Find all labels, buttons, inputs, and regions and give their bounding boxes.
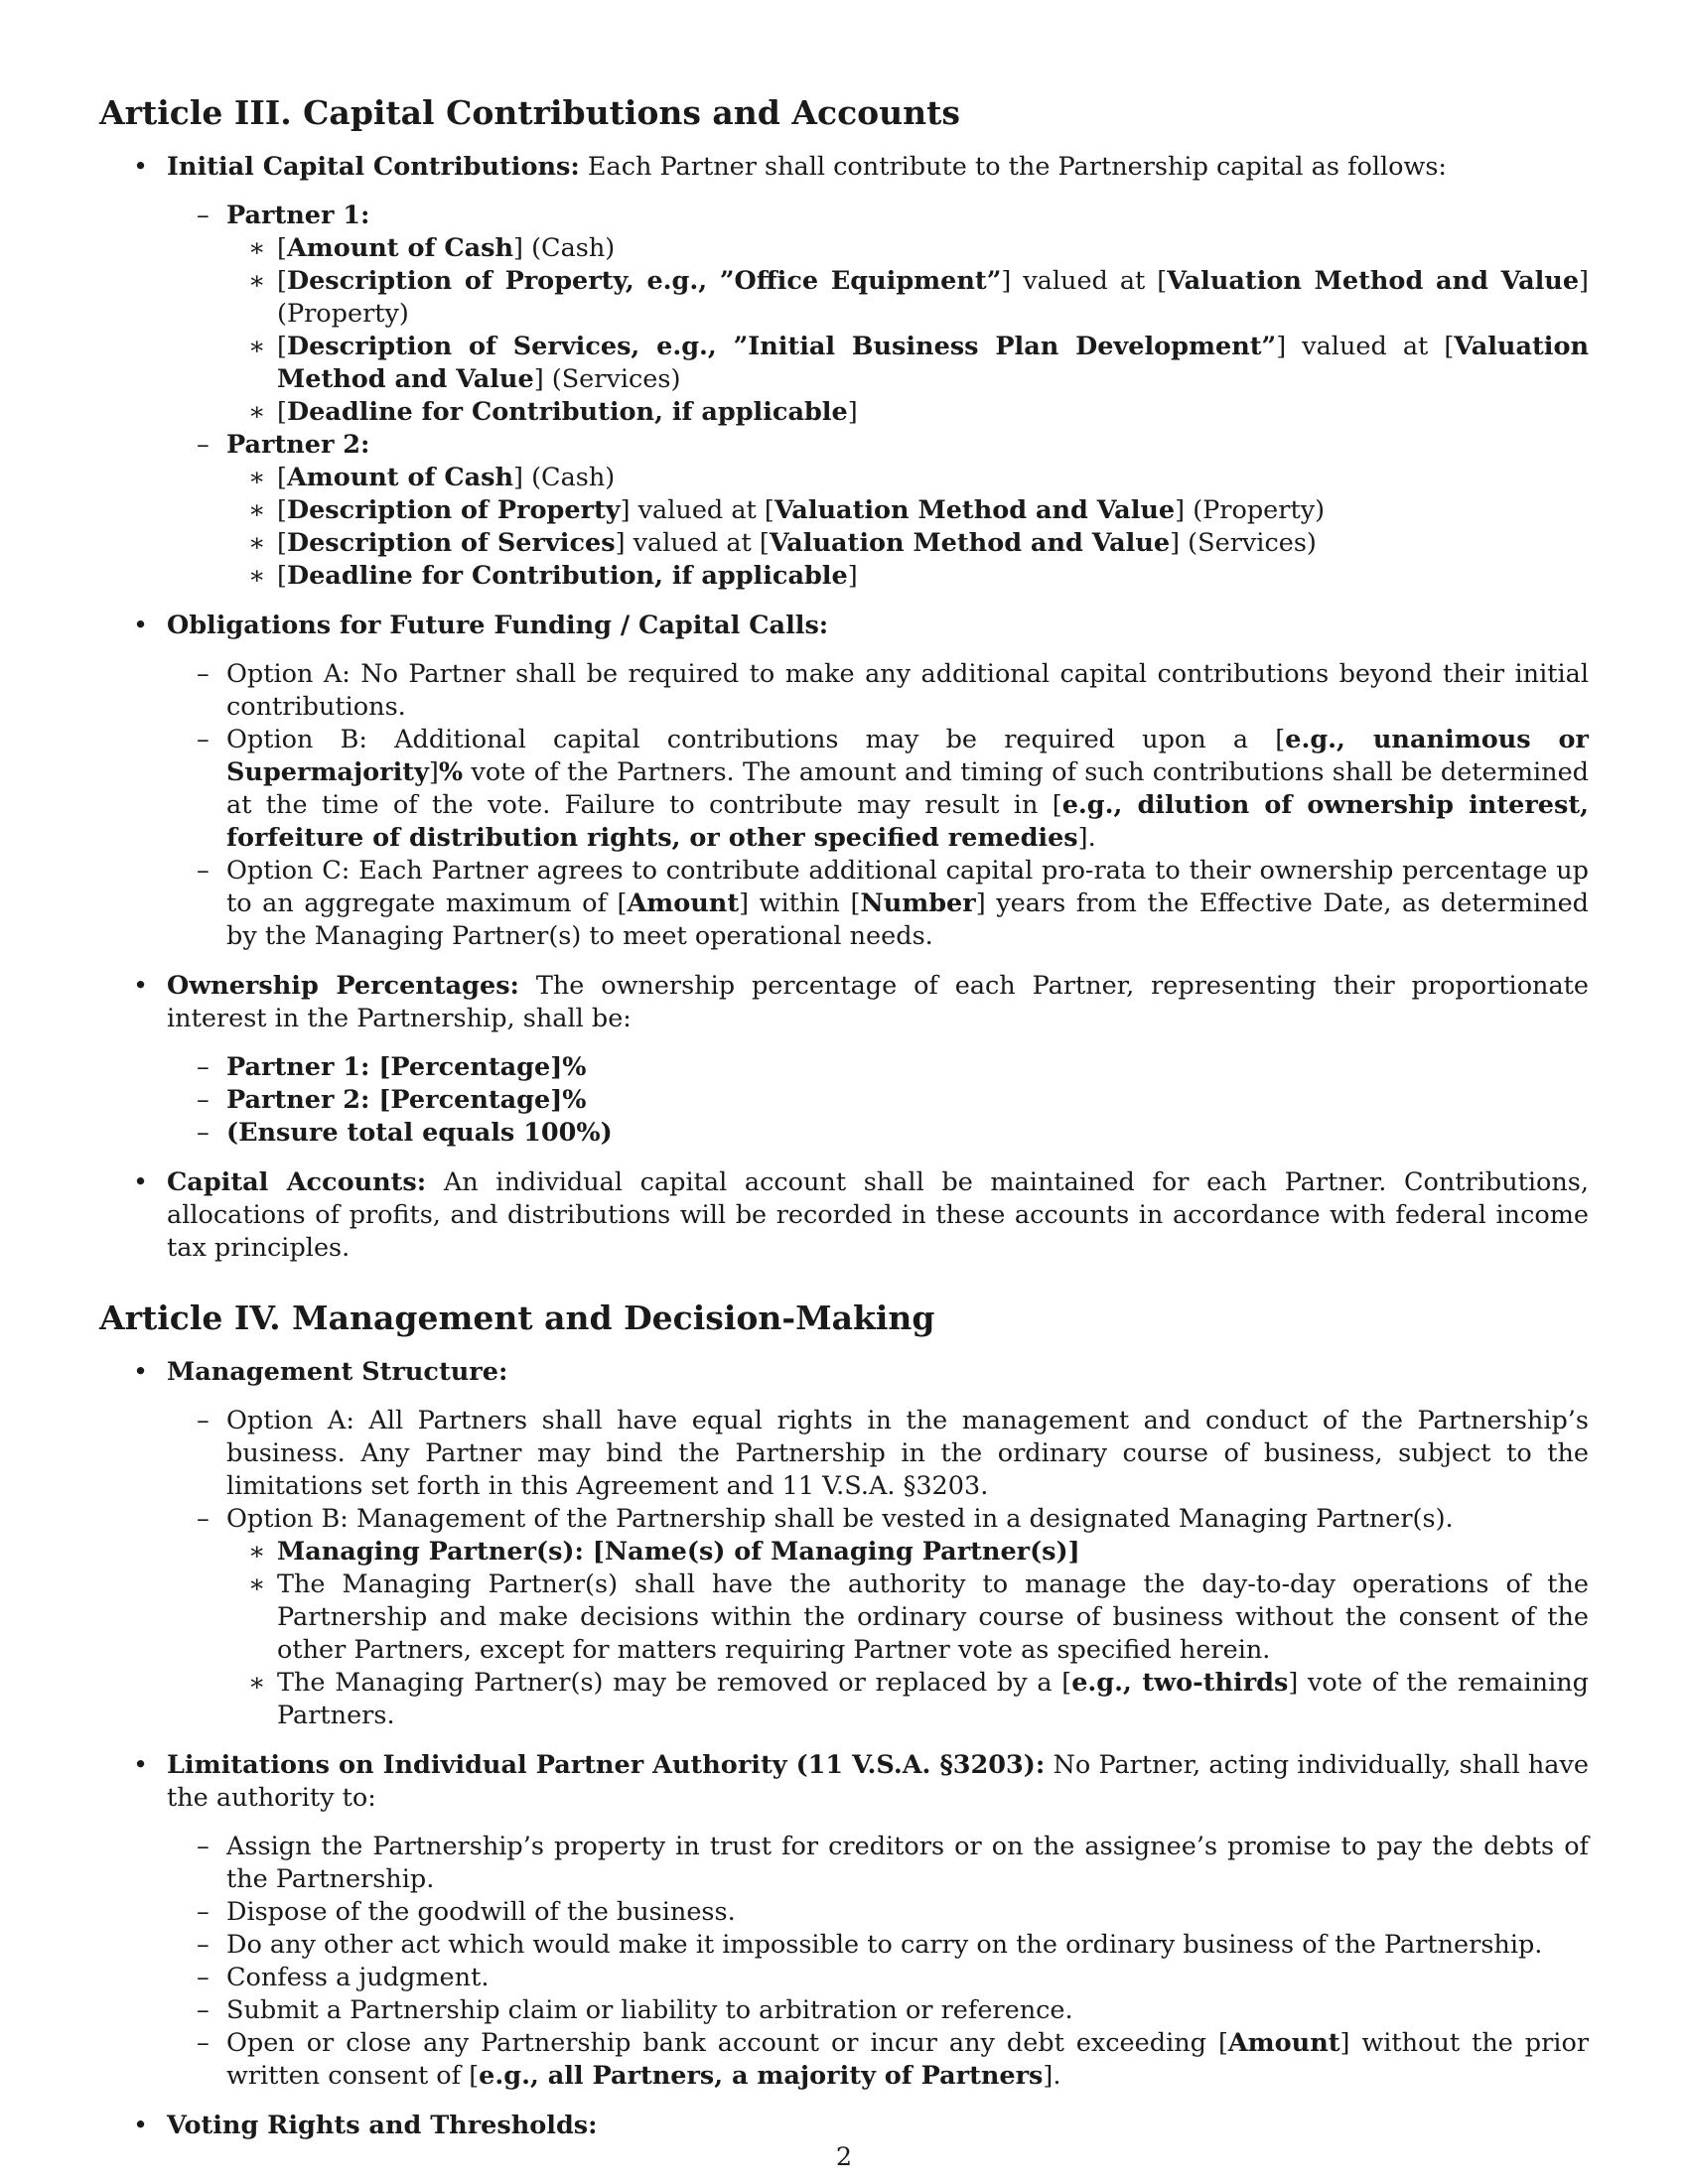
option-a: – Option A: All Partners shall have equal rights in the management and conduct of the Partnership’s business. Any Partner may bind the Partnership in the ordinary course of business, subject to the limitations set forth in this Agreement and 11 V.S.A. §3203. — [167, 1405, 1589, 1503]
future-funding-options — [167, 658, 1589, 953]
placeholder: Valuation Method and Value — [769, 528, 1171, 558]
placeholder: Amount — [627, 888, 740, 918]
management-structure-item — [99, 1356, 1589, 1732]
future-funding-label: Obligations for Future Funding / Capital Calls: — [167, 611, 829, 640]
placeholder: e.g., dilution of ownership interest, forfeiture of distribution rights, or other specified remedies — [226, 790, 1590, 853]
text-fragment: (Ensure total equals 100%) — [226, 1118, 613, 1148]
placeholder: Amount — [1227, 2028, 1340, 2058]
management-options — [167, 1405, 1589, 1732]
placeholder: e.g., all Partners, a majority of Partners — [479, 2061, 1044, 2091]
list-item: ∗ [Description of Property, e.g., ”Office Equipment”] valued at [Valuation Method and Value] (Property) — [226, 265, 1589, 331]
partner-contributions-list — [167, 200, 1589, 593]
list-item: ∗ [Description of Services, e.g., ”Initial Business Plan Development”] valued at [Valuation Method and Value] (Services) — [226, 331, 1589, 396]
placeholder: Description of Services, e.g., ”Initial Business Plan Development” — [286, 332, 1277, 361]
option-b: – Option B: Additional capital contributions may be required upon a [e.g., unanimous or Supermajority]% vote of the Partners. The amount and timing of such contributions shall be determined at the time of the vote. Failure to contribute may result in [e.g., dilution of ownership interest, forfeiture of distribution rights, or other specified remedies]. — [167, 724, 1589, 855]
article-3-heading: Article III. Capital Contributions and Accounts — [99, 93, 960, 132]
text-fragment: Partner 1: — [226, 1052, 379, 1082]
placeholder: Name(s) of Managing Partner(s) — [604, 1537, 1068, 1567]
text-fragment: Partner 2: — [226, 1085, 379, 1115]
placeholder: Description of Services — [286, 528, 616, 558]
list-item: ∗ [Deadline for Contribution, if applicable] — [226, 560, 1589, 593]
capital-accounts-item — [99, 1166, 1589, 1265]
text-fragment: years from the Effective Date, as determined by the Managing Partner(s) to meet operational needs. — [226, 888, 1589, 951]
ownership-item — [99, 970, 1589, 1150]
text-fragment: (Cash) — [523, 463, 616, 492]
limitations-label: Limitations on Individual Partner Authority (11 V.S.A. §3203): — [167, 1750, 1046, 1780]
placeholder: Amount of Cash — [286, 233, 514, 263]
list-item: – Do any other act which would make it impossible to carry on the ordinary business of the Partnership. — [167, 1929, 1589, 1962]
placeholder: Amount of Cash — [286, 463, 514, 492]
list-item: – Confess a judgment. — [167, 1962, 1589, 1994]
text-fragment: vote of the remaining Partners. — [277, 1668, 1589, 1730]
text-fragment: Option B: Management of the Partnership shall be vested in a designated Managing Partner(s). — [226, 1504, 1454, 1534]
text-fragment: The Managing Partner(s) may be removed or replaced by a — [277, 1668, 1062, 1698]
list-item: ∗ [Amount of Cash] (Cash) — [226, 232, 1589, 265]
document-page — [99, 91, 1589, 2159]
partner-1-contributions — [226, 232, 1589, 429]
limitations-item — [99, 1749, 1589, 2093]
text-fragment: within — [749, 888, 851, 918]
list-item: ∗ [Description of Property] valued at [Valuation Method and Value] (Property) — [226, 494, 1589, 527]
text-fragment: (Property) — [1185, 495, 1326, 525]
text-fragment: (Cash) — [523, 233, 616, 263]
partner-1-item — [167, 200, 1589, 429]
text-fragment: valued at — [1286, 332, 1445, 361]
ownership-text: The ownership percentage of each Partner, representing their proportionate interest in the Partnership, shall be: — [167, 971, 1590, 1033]
partner-2-contributions — [226, 462, 1589, 593]
partner-1-label: Partner 1: — [226, 201, 370, 230]
text-fragment: (Services) — [1180, 528, 1317, 558]
ensure-total — [167, 1117, 1589, 1150]
list-item: ∗ The Managing Partner(s) may be removed or replaced by a [e.g., two-thirds] vote of the remaining Partners. — [226, 1667, 1589, 1732]
article-3-list — [99, 151, 1589, 1265]
list-item: ∗ [Amount of Cash] (Cash) — [226, 462, 1589, 494]
partner-2-percentage: – Partner 2: [Percentage]% — [167, 1084, 1589, 1117]
list-item: ∗ The Managing Partner(s) shall have the authority to manage the day-to-day operations of the Partnership and make decisions within the ordinary course of business without the consent of the other Partners, except for matters requiring Partner vote as specified herein. — [226, 1569, 1589, 1667]
text-fragment: valued at — [630, 495, 765, 525]
initial-contributions-label: Initial Capital Contributions: — [167, 152, 580, 182]
placeholder: e.g., unanimous or Supermajority — [226, 725, 1589, 787]
text-fragment: Option C: Each Partner agrees to contribute additional capital pro-rata to their ownership percentage up to an aggregate maximum of — [226, 856, 1589, 918]
placeholder: Percentage — [390, 1052, 551, 1082]
capital-accounts-text: An individual capital account shall be maintained for each Partner. Contributions, allocations of profits, and distributions will be recorded in these accounts in accordance with federal income tax principles. — [167, 1167, 1589, 1263]
option-c: – Option C: Each Partner agrees to contribute additional capital pro-rata to their ownership percentage up to an aggregate maximum of [Amount] within [Number] years from the Effective Date, as determined by the Managing Partner(s) to meet operational needs. — [167, 855, 1589, 953]
list-item: ∗ [Deadline for Contribution, if applicable] — [226, 396, 1589, 429]
ownership-list — [167, 1051, 1589, 1150]
partner-1-percentage: – Partner 1: [Percentage]% — [167, 1051, 1589, 1084]
capital-accounts-label: Capital Accounts: — [167, 1167, 427, 1197]
article-4-heading: Article IV. Management and Decision-Making — [99, 1298, 935, 1337]
placeholder: Description of Property — [286, 495, 621, 525]
text-fragment: valued at — [625, 528, 760, 558]
initial-contributions-text: Each Partner shall contribute to the Partnership capital as follows: — [579, 152, 1448, 182]
partner-2-label: Partner 2: — [226, 430, 370, 460]
managing-partner-list — [226, 1536, 1589, 1732]
partner-2-item — [167, 429, 1589, 593]
text-fragment: without the prior written consent of — [226, 2028, 1590, 2091]
future-funding-item — [99, 610, 1589, 953]
list-item: – Assign the Partnership’s property in trust for creditors or on the assignee’s promise to pay the debts of the Partnership. — [167, 1831, 1589, 1896]
list-item: – Submit a Partnership claim or liability to arbitration or reference. — [167, 1994, 1589, 2027]
voting-rights-label: Voting Rights and Thresholds: — [167, 2111, 598, 2140]
placeholder: Valuation Method and Value — [277, 332, 1590, 394]
list-item: ∗ [Description of Services] valued at [Valuation Method and Value] (Services) — [226, 527, 1589, 560]
placeholder: Description of Property, e.g., ”Office Equipment” — [286, 266, 1002, 296]
text-fragment: Managing Partner(s): — [277, 1537, 593, 1567]
voting-rights-item — [99, 2110, 1589, 2142]
text-fragment: Option B: Additional capital contributions may be required upon a — [226, 725, 1276, 754]
limitations-list — [167, 1831, 1589, 2093]
placeholder: Deadline for Contribution, if applicable — [286, 561, 848, 591]
option-a: – Option A: No Partner shall be required to make any additional capital contributions beyond their initial contributions. — [167, 658, 1589, 724]
text-fragment: vote of the Partners. The amount and timing of such contributions shall be determined at the time of the vote. Failure to contribute may result in — [226, 757, 1589, 820]
list-item: – Open or close any Partnership bank account or incur any debt exceeding [Amount] without the prior written consent of [e.g., all Partners, a majority of Partners]. — [167, 2027, 1589, 2093]
placeholder: Deadline for Contribution, if applicable — [286, 397, 848, 427]
placeholder: Valuation Method and Value — [774, 495, 1176, 525]
list-item: ∗ Managing Partner(s): [Name(s) of Managing Partner(s)] — [226, 1536, 1589, 1569]
text-fragment: (Property) — [277, 299, 409, 329]
management-structure-label: Management Structure: — [167, 1357, 508, 1387]
placeholder: e.g., two-thirds — [1071, 1668, 1289, 1698]
text-fragment: Open or close any Partnership bank account or incur any debt exceeding — [226, 2028, 1218, 2058]
article-4-list — [99, 1356, 1589, 2142]
page-number: 2 — [835, 2142, 853, 2172]
placeholder: Number — [860, 888, 976, 918]
placeholder: Percentage — [390, 1085, 551, 1115]
list-item: – Dispose of the goodwill of the business. — [167, 1896, 1589, 1929]
placeholder: Valuation Method and Value — [1167, 266, 1580, 296]
text-fragment: valued at — [1011, 266, 1158, 296]
initial-contributions-item — [99, 151, 1589, 593]
limitations-text: No Partner, acting individually, shall have the authority to: — [167, 1750, 1589, 1813]
option-b — [167, 1503, 1589, 1732]
text-fragment: (Services) — [543, 364, 681, 394]
ownership-label: Ownership Percentages: — [167, 971, 519, 1001]
